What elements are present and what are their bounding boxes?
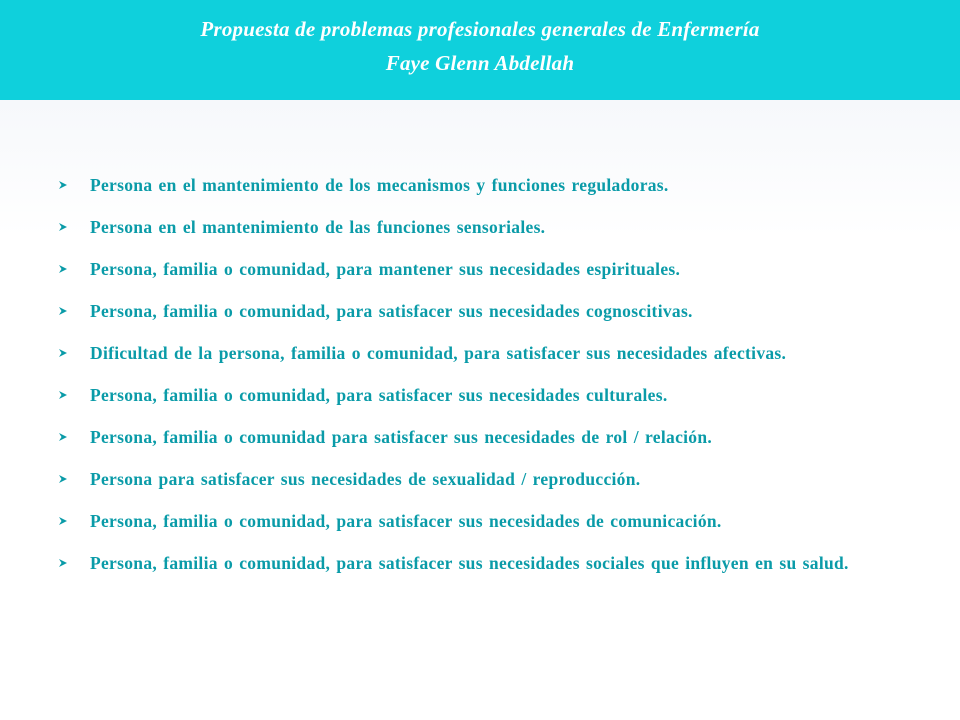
chevron-right-icon	[58, 464, 72, 494]
chevron-right-icon	[58, 338, 72, 368]
list-item	[52, 548, 932, 578]
chevron-right-icon	[58, 506, 72, 536]
list-item	[52, 380, 932, 410]
list-item	[52, 422, 932, 452]
list-item-text: Persona en el mantenimiento de los mecanismos y funciones reguladoras.	[90, 175, 669, 195]
chevron-right-icon	[58, 548, 72, 578]
slide-subtitle-author: Faye Glenn Abdellah	[385, 51, 575, 75]
chevron-right-icon	[58, 254, 72, 284]
list-item-text: Persona, familia o comunidad, para satisfacer sus necesidades de comunicación.	[90, 511, 722, 531]
list-item-text: Dificultad de la persona, familia o comunidad, para satisfacer sus necesidades afectivas.	[90, 343, 787, 363]
slide-title: Propuesta de problemas profesionales generales de Enfermería	[200, 17, 760, 41]
chevron-right-icon	[58, 296, 72, 326]
list-item-text: Persona, familia o comunidad, para mantener sus necesidades espirituales.	[90, 259, 681, 279]
bullet-list	[52, 170, 932, 590]
chevron-right-icon	[58, 212, 72, 242]
list-item-text: Persona para satisfacer sus necesidades de sexualidad / reproducción.	[90, 469, 641, 489]
list-item-text: Persona, familia o comunidad, para satisfacer sus necesidades cognoscitivas.	[90, 301, 693, 321]
list-item	[52, 506, 932, 536]
list-item	[52, 296, 932, 326]
list-item	[52, 254, 932, 284]
chevron-right-icon	[58, 380, 72, 410]
list-item	[52, 464, 932, 494]
list-item	[52, 212, 932, 242]
slide-header	[0, 0, 960, 101]
list-item	[52, 170, 932, 200]
list-item-text: Persona, familia o comunidad, para satisfacer sus necesidades sociales que influyen en su salud.	[90, 553, 849, 573]
list-item	[52, 338, 932, 368]
chevron-right-icon	[58, 170, 72, 200]
list-item-text: Persona en el mantenimiento de las funciones sensoriales.	[90, 217, 546, 237]
list-item-text: Persona, familia o comunidad para satisfacer sus necesidades de rol / relación.	[90, 427, 713, 447]
chevron-right-icon	[58, 422, 72, 452]
list-item-text: Persona, familia o comunidad, para satisfacer sus necesidades culturales.	[90, 385, 668, 405]
